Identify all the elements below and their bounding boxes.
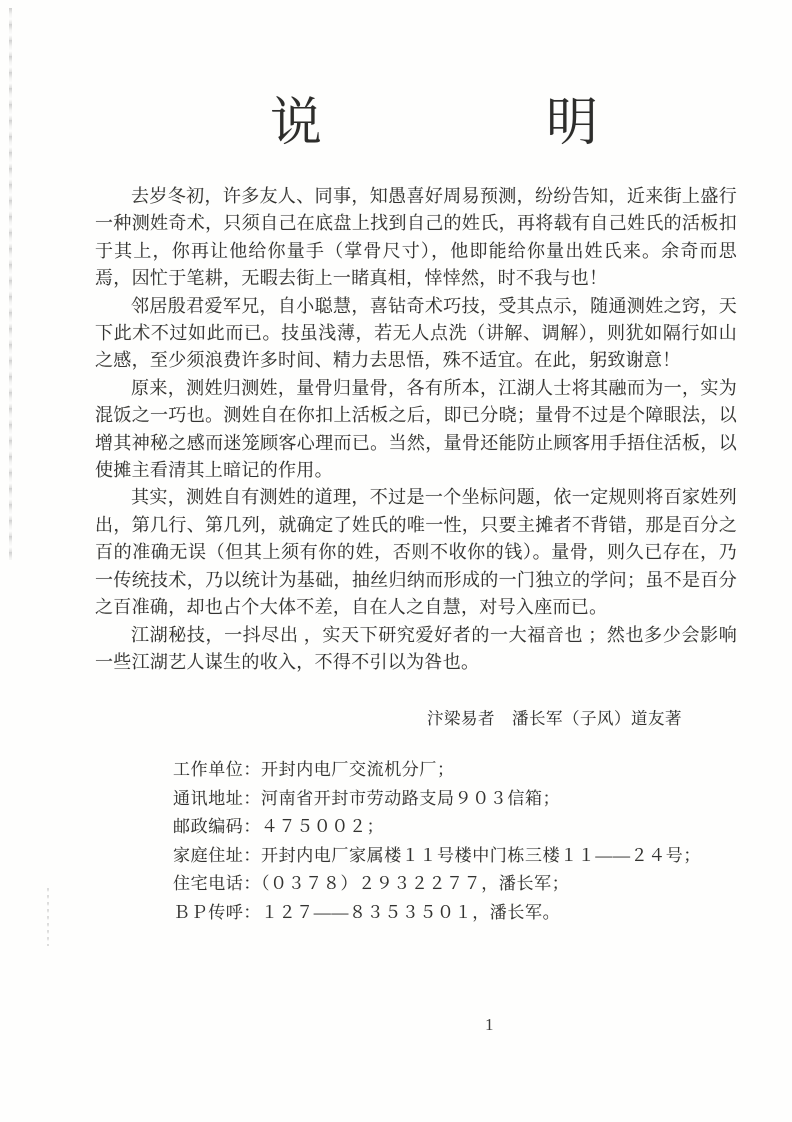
title-char-ming: 明	[545, 95, 598, 152]
left-margin-scan-artifact	[47, 888, 49, 946]
body-paragraph-4: 其实，测姓自有测姓的道理，不过是一个坐标问题，依一定规则将百家姓列出，第几行、第几列，就确定了姓氏的唯一性，只要主摊者不背错，那是百分之百的准确无误（但其上须有你的姓，否则不收你的钱）。量骨，则久已存在，乃一传统技术，乃以统计为基础，抽丝归纳而形成的一门独立的学问；虽不是百分之百准确，却也占个大体不差，自在人之自慧，对号入座而已。	[95, 487, 737, 618]
contact-line-bp-pager: ＢＰ传呼：１２７——８３５３５０１，潘长军。	[173, 902, 561, 922]
contact-line-postal-code: 邮政编码：４７５００２；	[173, 817, 385, 837]
contact-line-home-phone: 住宅电话：（０３７８）２９３２２７７，潘长军；	[173, 874, 570, 894]
body-paragraph-2: 邻居殷君爱军兄，自小聪慧，喜钻奇术巧技，受其点示，随通测姓之窍，天下此术不过如此而已。技虽浅薄，若无人点洗（讲解、调解），则犹如隔行如山之感，至少须浪费许多时间、精力去思悟，殊不适宜。在此，躬致谢意！	[95, 295, 737, 371]
left-edge-scan-artifact	[9, 8, 12, 560]
page-title	[270, 94, 598, 154]
contact-line-mailing-address: 通讯地址：河南省开封市劳动路支局９０３信箱；	[173, 788, 561, 808]
contact-line-work-unit: 工作单位：开封内电厂交流机分厂；	[173, 760, 455, 779]
body-text	[95, 183, 737, 676]
contact-line-home-address: 家庭住址：开封内电厂家属楼１１号楼中门栋三楼１１——２４号；	[173, 845, 701, 865]
body-paragraph-3: 原来，测姓归测姓，量骨归量骨，各有所本，江湖人士将其融而为一，实为混饭之一巧也。测姓自在你扣上活板之后，即已分晓；量骨不过是个障眼法，以增其神秘之感而迷笼顾客心理而已。当然，量骨还能防止顾客用手捂住活板，以使摊主看清其上暗记的作用。	[95, 377, 737, 481]
contact-info-block	[173, 756, 701, 928]
author-byline: 汴梁易者 潘长军（子风）道友著	[427, 709, 682, 728]
body-paragraph-5: 江湖秘技，一抖尽出 ，实天下研究爱好者的一大福音也 ；然也多少会影响一些江湖艺人谋生的收入，不得不引以为咎也。	[95, 624, 737, 672]
body-paragraph-1: 去岁冬初，许多友人、同事，知愚喜好周易预测，纷纷告知，近来街上盛行一种测姓奇术，只须自己在底盘上找到自己的姓氏，再将载有自己姓氏的活板扣于其上，你再让他给你量手（掌骨尺寸），他即能给你量出姓氏来。余奇而思焉，因忙于笔耕，无暇去街上一睹真相，悻悻然，时不我与也！	[95, 186, 737, 289]
title-char-shuo: 说	[270, 95, 323, 152]
page-number: 1	[485, 1015, 494, 1034]
